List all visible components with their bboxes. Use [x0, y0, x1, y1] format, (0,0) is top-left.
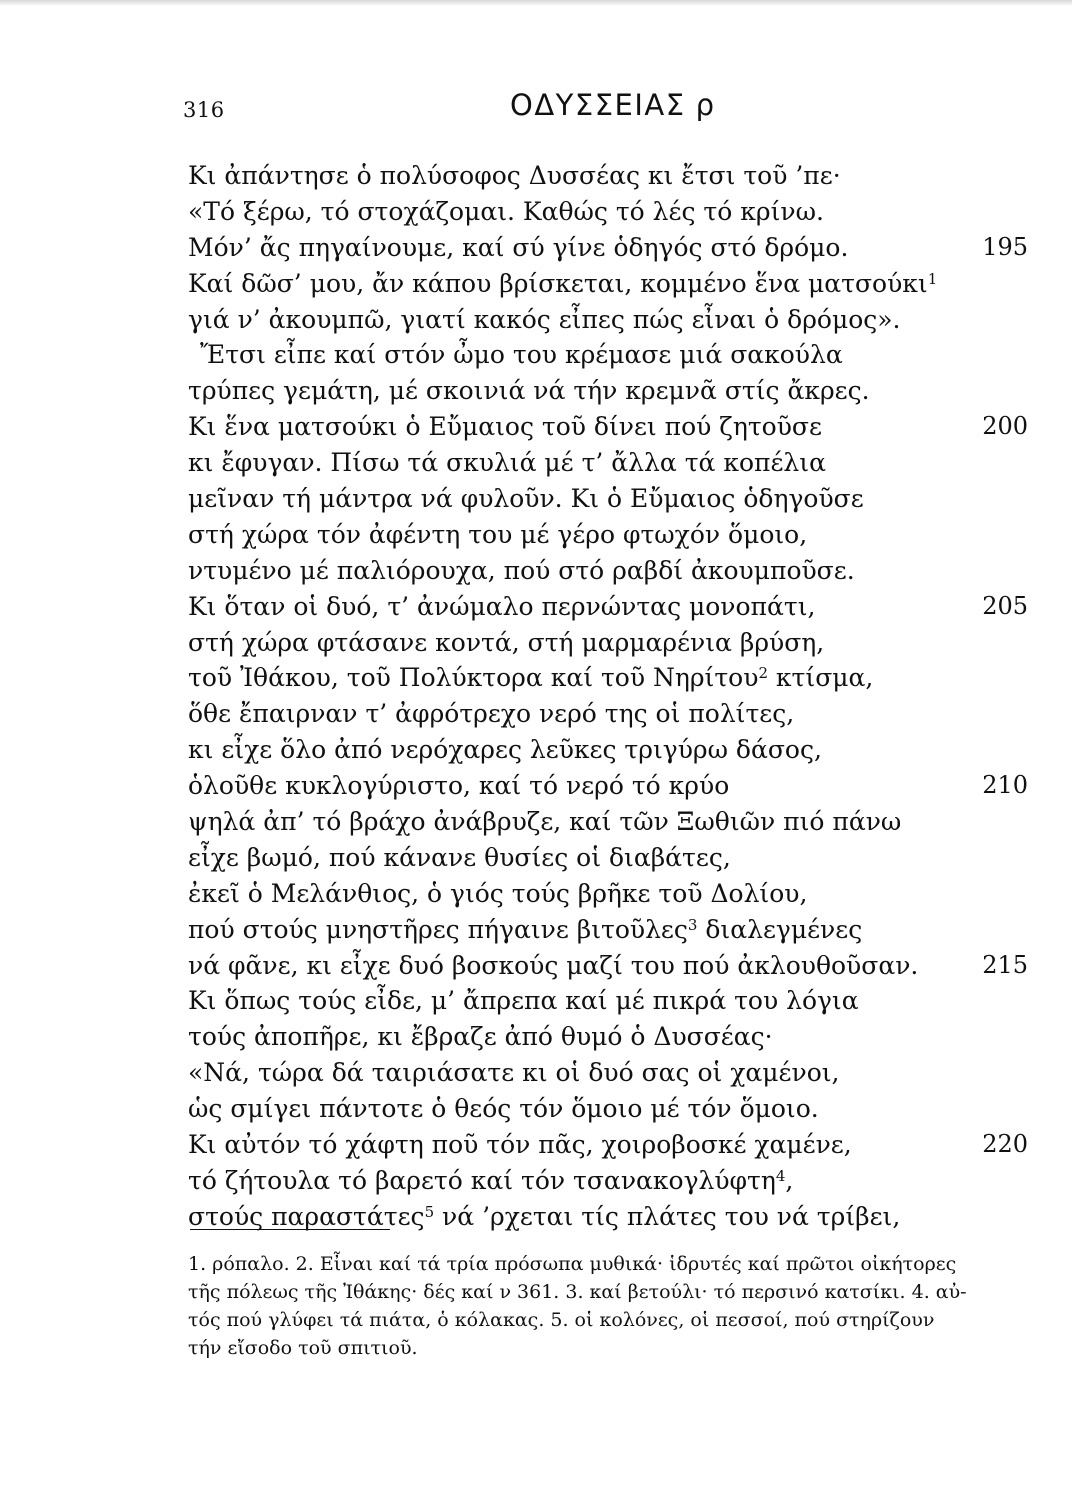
- verse-text-main: Κι ἀπάντησε ὁ πολύσοφος Δυσσέας κι ἔτσι τοῦ ’πε·: [188, 161, 841, 190]
- line-number: 215: [982, 950, 1028, 979]
- footnotes: [188, 1250, 1028, 1362]
- verse-text: [188, 484, 864, 513]
- verse-text-main: ὅθε ἔπαιρναν τ’ ἀφρότρεχο νερό της οἱ πολίτες,: [188, 699, 795, 729]
- verse-text-main: πού στούς μνηστῆρες πήγαινε βιτοῦλες: [188, 914, 688, 944]
- verse-text: [188, 197, 824, 226]
- verse-text-main: Ἔτσι εἶπε καί στόν ὦμο του κρέμασε μιά σακούλα: [200, 340, 843, 370]
- verse-text-main: «Τό ξέρω, τό στοχάζομαι. Καθώς τό λές τό κρίνω.: [188, 196, 824, 226]
- verse-line: [188, 732, 1028, 768]
- verse-text-main: ψηλά ἀπ’ τό βράχο ἀνάβρυζε, καί τῶν Ξωθιῶν πιό πάνω: [188, 807, 902, 837]
- verse-line: [188, 589, 1028, 625]
- verse-text-after: κτίσμα,: [767, 663, 874, 693]
- footnote-line: τός πού γλύφει τά πιάτα, ὁ κόλακας. 5. οἱ κολόνες, οἱ πεσσοί, πού στηρίζουν: [188, 1309, 935, 1331]
- verse-text: [188, 699, 794, 728]
- verse-line: [188, 1127, 1028, 1163]
- verse-text: [188, 843, 731, 872]
- verse-text-main: Κι ὅταν οἱ δυό, τ’ ἀνώμαλο περνώντας μονοπάτι,: [188, 591, 816, 621]
- verse-text: [188, 986, 859, 1015]
- scan-edge: [0, 0, 1072, 6]
- verse-line: [188, 660, 1028, 696]
- verse-line: [188, 409, 1028, 445]
- verse-line: [188, 158, 1028, 194]
- verse-text-main: νά φᾶνε, κι εἶχε δυό βοσκούς μαζί του πού ἀκλουθοῦσαν.: [188, 950, 919, 980]
- verse-text-main: εἶχε βωμό, πού κάνανε θυσίες οἱ διαβάτες,: [188, 842, 731, 872]
- verse-text: [188, 233, 848, 262]
- verse-line: [188, 194, 1028, 230]
- verse-text-main: Κι ὅπως τούς εἶδε, μ’ ἄπρεπα καί μέ πικρά του λόγια: [188, 986, 859, 1016]
- verse-line: [188, 625, 1028, 661]
- verse-text-after: διαλεγμένες: [697, 914, 863, 944]
- verse-line: [188, 948, 1028, 984]
- verse-text: [188, 1166, 793, 1195]
- verse-text: [188, 735, 822, 764]
- verse-text-main: ντυμένο μέ παλιόρουχα, πού στό ραβδί ἀκουμποῦσε.: [188, 555, 855, 585]
- verse-text-after: ,: [785, 1165, 794, 1195]
- verse-text-main: τούς ἀποπῆρε, κι ἔβραζε ἀπό θυμό ὁ Δυσσέας·: [188, 1022, 773, 1052]
- verse-text-main: Κι αὐτόν τό χάφτη ποῦ τόν πᾶς, χοιροβοσκέ χαμένε,: [188, 1130, 852, 1160]
- verse-text: [188, 915, 862, 944]
- verse-text: [188, 305, 901, 334]
- footnote-marker: 3: [687, 915, 698, 934]
- verse-text-main: κι εἶχε ὅλο ἀπό νερόχαρες λεῦκες τριγύρω δάσος,: [188, 735, 822, 765]
- verse-text: [188, 161, 841, 190]
- verse-text: [188, 1130, 852, 1159]
- verse-text-main: τό ζήτουλα τό βαρετό καί τόν τσανακογλύφτη: [188, 1165, 776, 1195]
- verse-text: [188, 269, 937, 298]
- verse-text-main: Καί δῶσ’ μου, ἄν κάπου βρίσκεται, κομμένο ἕνα ματσούκι: [188, 268, 928, 298]
- line-number: 210: [982, 771, 1028, 800]
- verse-line: [188, 481, 1028, 517]
- verse-text-main: ἐκεῖ ὁ Μελάνθιος, ὁ γιός τούς βρῆκε τοῦ Δολίου,: [188, 878, 808, 908]
- verse-text-main: ὁλοῦθε κυκλογύριστο, καί τό νερό τό κρύο: [188, 771, 730, 801]
- verse-text: [188, 376, 870, 405]
- line-number: 220: [982, 1130, 1028, 1159]
- verse-text-main: γιά ν’ ἀκουμπῶ, γιατί κακός εἶπες πώς εἶναι ὁ δρόμος».: [188, 304, 901, 334]
- verse-text: [188, 592, 815, 621]
- verse-line: [188, 876, 1028, 912]
- verse-text: [188, 1022, 773, 1051]
- verse-text: [188, 807, 901, 836]
- book-letter: ρ: [695, 88, 716, 122]
- verse-text: [188, 1094, 819, 1123]
- verse-text-main: μεῖναν τή μάντρα νά φυλοῦν. Κι ὁ Εὔμαιος ὁδηγοῦσε: [188, 484, 864, 514]
- verse-block: [188, 158, 1028, 1235]
- running-head: [510, 88, 716, 122]
- verse-text: [188, 1058, 840, 1087]
- verse-line: [188, 840, 1028, 876]
- verse-text-main: «Νά, τώρα δά ταιριάσατε κι οἱ δυό σας οἱ χαμένοι,: [188, 1058, 840, 1088]
- verse-line: [188, 266, 1028, 302]
- verse-line: [188, 912, 1028, 948]
- footnote-marker: 4: [775, 1166, 786, 1185]
- verse-line: [188, 517, 1028, 553]
- verse-line: [188, 337, 1028, 373]
- verse-text-main: Κι ἕνα ματσούκι ὁ Εὔμαιος τοῦ δίνει πού ζητοῦσε: [188, 412, 822, 442]
- verse-line: [188, 553, 1028, 589]
- verse-text-main: τοῦ Ἰθάκου, τοῦ Πολύκτορα καί τοῦ Νηρίτου: [188, 663, 759, 693]
- verse-text: [188, 520, 807, 549]
- verse-text: [188, 771, 729, 800]
- verse-text-after: νά ’ρχεται τίς πλάτες του νά τρίβει,: [434, 1201, 901, 1231]
- verse-line: [188, 1055, 1028, 1091]
- verse-text-main: στούς παραστάτες: [188, 1201, 425, 1231]
- verse-line: [188, 445, 1028, 481]
- verse-text-main: ὡς σμίγει πάντοτε ὁ θεός τόν ὅμοιο μέ τόν ὅμοιο.: [188, 1094, 819, 1124]
- verse-text: [188, 1202, 900, 1231]
- verse-text-main: στή χώρα τόν ἀφέντη του μέ γέρο φτωχόν ὅμοιο,: [188, 519, 808, 549]
- verse-text-main: τρύπες γεμάτη, μέ σκοινιά νά τήν κρεμνᾶ στίς ἄκρες.: [188, 376, 870, 406]
- verse-line: [188, 1163, 1028, 1199]
- verse-line: [188, 768, 1028, 804]
- verse-text: [188, 879, 807, 908]
- footnote-marker: 2: [758, 664, 768, 683]
- verse-text-main: κι ἔφυγαν. Πίσω τά σκυλιά μέ τ’ ἄλλα τά κοπέλια: [188, 448, 826, 478]
- verse-text: [188, 448, 826, 477]
- verse-line: [188, 1091, 1028, 1127]
- footnote-rule: [190, 1229, 390, 1230]
- verse-line: [188, 804, 1028, 840]
- footnote-line: τήν εἴσοδο τοῦ σπιτιοῦ.: [188, 1337, 418, 1359]
- footnote-line: τῆς πόλεως τῆς Ἰθάκης· δές καί ν 361. 3. καί βετούλι· τό περσινό κατσίκι. 4. αὐ-: [188, 1281, 967, 1303]
- verse-text: [188, 951, 918, 980]
- footnote-marker: 5: [424, 1202, 435, 1221]
- footnote-line: 1. ρόπαλο. 2. Εἶναι καί τά τρία πρόσωπα μυθικά· ἱδρυτές καί πρῶτοι οἰκήτορες: [188, 1253, 957, 1275]
- verse-line: [188, 230, 1028, 266]
- verse-line: [188, 983, 1028, 1019]
- footnote-marker: 1: [927, 269, 938, 288]
- verse-line: [188, 696, 1028, 732]
- page-number: 316: [183, 98, 225, 122]
- line-number: 200: [982, 412, 1028, 441]
- verse-text: [188, 628, 824, 657]
- verse-text: [188, 340, 843, 369]
- verse-text: [188, 663, 873, 692]
- verse-text: [188, 556, 855, 585]
- verse-line: [188, 302, 1028, 338]
- book-title: ΟΔΥΣΣΕΙΑΣ: [510, 88, 686, 122]
- verse-text-main: στή χώρα φτάσανε κοντά, στή μαρμαρένια βρύση,: [188, 627, 825, 657]
- line-number: 195: [982, 232, 1028, 261]
- verse-text-main: Μόν’ ἄς πηγαίνουμε, καί σύ γίνε ὁδηγός στό δρόμο.: [188, 232, 849, 262]
- verse-line: [188, 373, 1028, 409]
- verse-text: [188, 412, 822, 441]
- line-number: 205: [982, 591, 1028, 620]
- verse-line: [188, 1019, 1028, 1055]
